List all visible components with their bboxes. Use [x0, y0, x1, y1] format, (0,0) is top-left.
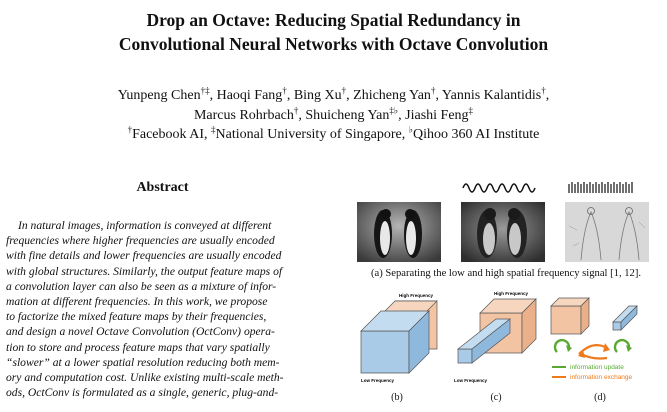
high-frequency-label: High Frequency: [399, 293, 434, 298]
title-line-1: Drop an Octave: Reducing Spatial Redundancy in: [146, 10, 521, 30]
high-frequency-image-panel: [565, 202, 649, 262]
figure-b-cube: [353, 287, 448, 387]
abstract-heading: Abstract: [136, 180, 189, 195]
figure-c-octave: [450, 287, 545, 387]
figure-d-label: (d): [594, 392, 606, 403]
abstract-line: tion to store and process feature maps that vary spatially: [6, 340, 270, 354]
figure-a-panels: [355, 176, 655, 264]
abstract-line: and design a novel Octave Convolution (OctConv) opera-: [6, 325, 275, 339]
abstract-line: frequencies where higher frequencies are usually encoded: [6, 234, 275, 248]
figure-b-label: (b): [391, 392, 403, 403]
legend-exchange: information exchange: [552, 372, 632, 382]
legend-orange-swatch: [552, 376, 566, 378]
legend-update: information update: [552, 362, 632, 372]
low-frequency-wave-icon: [463, 184, 535, 192]
abstract-line: “slower” at a lower spatial resolution reducing both mem-: [6, 355, 280, 369]
abstract-line: a convolution layer can also be seen as a mixture of infor-: [6, 279, 277, 293]
title-line-2: Convolutional Neural Networks with Octave Convolution: [118, 34, 549, 54]
author-entry: Marcus Rohrbach†: [193, 104, 299, 123]
author-entry: , Bing Xu†: [286, 85, 347, 103]
low-frequency-label: Low Frequency: [361, 378, 395, 383]
abstract-line: with global structures. Similarly, the output feature maps of: [6, 264, 283, 278]
author-entry: , Yannis Kalantidis†: [435, 85, 546, 103]
abstract-line: In natural images, information is conveyed at different: [18, 219, 272, 232]
author-entry: , Shuicheng Yan‡♭: [298, 104, 399, 123]
affiliations: †Facebook AI, ‡National University of Singapore, ♭Qihoo 360 AI Institute: [127, 124, 540, 142]
abstract-line: ory and computation cost. Unlike existing multi-scale meth-: [6, 371, 284, 385]
authors-line-2: [0, 106, 667, 126]
figure-c-label: (c): [490, 392, 502, 403]
authors-line-1: Yunpeng Chen†‡, Haoqi Fang†, Bing Xu†, Zhicheng Yan†, Yannis Kalantidis†,: [117, 85, 550, 103]
figure-d-legend: [552, 362, 632, 382]
abstract-text: [6, 218, 322, 400]
high-frequency-wave-icon: [569, 182, 632, 193]
abstract-line: to factorize the mixed feature maps by their frequencies,: [6, 310, 267, 324]
figure-a-caption: (a) Separating the low and high spatial frequency signal [1, 12].: [370, 268, 642, 279]
original-image-panel: [357, 202, 441, 262]
author-entry: Yunpeng Chen†‡: [117, 85, 210, 103]
author-entry: , Zhicheng Yan†: [346, 85, 436, 103]
paper-title: [0, 8, 667, 56]
author-block: [0, 86, 667, 145]
abstract-line: mation at different frequencies. In this work, we propose: [6, 295, 268, 309]
abstract-line: with fine details and lower frequencies are usually encoded: [6, 249, 282, 263]
low-frequency-image-panel: [461, 202, 545, 262]
high-frequency-label: High Frequency: [494, 291, 529, 296]
abstract-line: ods, OctConv is formulated as a single, generic, plug-and-: [6, 386, 279, 400]
legend-green-swatch: [552, 366, 566, 368]
author-entry: , Jiashi Feng‡: [398, 104, 474, 123]
author-entry: , Haoqi Fang†: [209, 85, 287, 103]
figure-d-exchange: [545, 290, 655, 362]
low-frequency-label: Low Frequency: [454, 378, 488, 383]
